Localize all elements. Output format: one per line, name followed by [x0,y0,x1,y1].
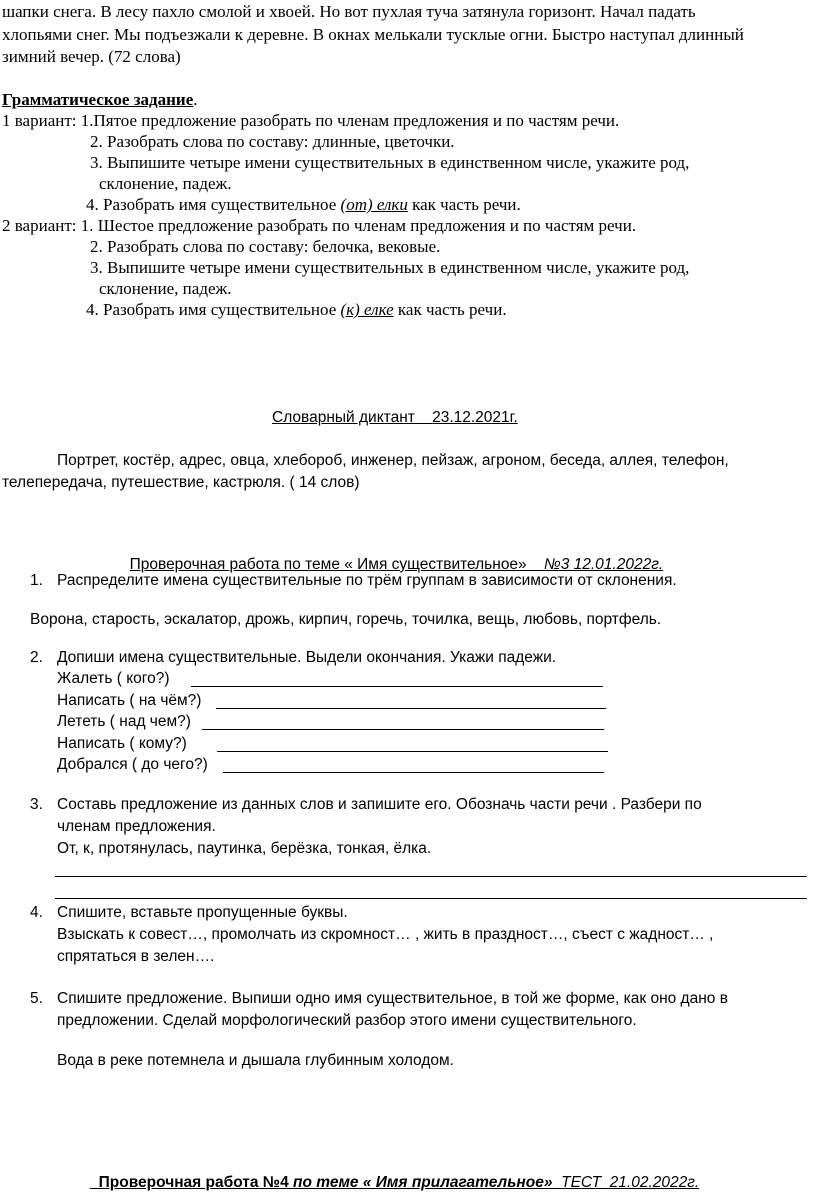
dictation-title: Словарный диктант 23.12.2021г. [272,409,518,426]
q5-number: 5. [30,990,43,1007]
q2-number: 2. [30,649,43,666]
test3-title-num: №3 12.01.2022г. [543,555,664,573]
variant1-task4-word: (от) елки [340,195,408,214]
grammar-heading-text: Грамматическое задание [2,90,194,109]
q5-text-cont: предложении. Сделай морфологический разбор этого имени существительного. [57,1012,637,1029]
q2-text: Допиши имена существительные. Выдели окончания. Укажи падежи. [57,649,557,666]
variant1-task1-text: 1.Пятое предложение разобрать по членам предложения и по частям речи. [80,111,620,130]
test4-title-bold: Проверочная работа №4 [98,1173,289,1191]
variant2-prefix: 2 вариант: [2,216,81,235]
test4-title-italic: по теме « Имя прилагательное» [288,1173,553,1191]
variant1-task4-post: как часть речи. [407,195,521,214]
q5-text: Спишите предложение. Выпиши одно имя существительное, в той же форме, как оно дано в [57,990,728,1007]
variant1-prefix: 1 вариант: [2,111,81,130]
grammar-heading [2,90,198,110]
q2-prompt: Жалеть ( кого?) [57,670,170,687]
variant2-task2: 2. Разобрать слова по составу: белочка, вековые. [90,237,441,256]
test4-title [90,1155,699,1192]
test3-title-main: Проверочная работа по теме « Имя существительное» [129,555,544,573]
test4-title-rest: ТЕСТ 21.02.2022г. [552,1173,700,1191]
variant2-task4-post: как часть речи. [393,300,507,319]
variant2-task4-pre: 4. Разобрать имя существительное [86,300,341,319]
q4-number: 4. [30,904,43,921]
dictation-line: телепередача, путешествие, кастрюля. ( 14 слов) [2,474,360,491]
q2-prompt: Написать ( на чём?) [57,692,202,709]
q1-number: 1. [30,572,43,589]
q4-text: Спишите, вставьте пропущенные буквы. [57,904,348,921]
q4-line: спрятаться в зелен…. [57,948,215,965]
answer-line[interactable] [202,729,604,730]
variant2-task4-word: (к) елке [340,300,394,319]
q2-prompt: Лететь ( над чем?) [57,713,191,730]
variant1-task3-cont: склонение, падеж. [99,174,232,193]
variant2-task3: 3. Выпишите четыре имени существительных в единственном числе, укажите род, [90,258,690,277]
variant2-task1 [2,216,636,236]
q5-sentence: Вода в реке потемнела и дышала глубинным холодом. [57,1052,454,1069]
text-line: хлопьями снег. Мы подъезжали к деревне. В окнах мелькали тусклые огни. Быстро наступал длинный [2,25,744,44]
q1-words: Ворона, старость, эскалатор, дрожь, кирпич, горечь, точилка, вещь, любовь, портфель. [30,611,662,628]
q3-number: 3. [30,796,43,813]
answer-line[interactable] [55,898,807,899]
variant1-task4-pre: 4. Разобрать имя существительное [86,195,341,214]
answer-line[interactable] [191,686,603,687]
variant1-task1 [2,111,619,131]
variant1-task3: 3. Выпишите четыре имени существительных в единственном числе, укажите род, [90,153,690,172]
q4-line: Взыскать к совест…, промолчать из скромност… , жить в праздност…, съест с жадност… , [57,926,714,943]
answer-line[interactable] [223,772,604,773]
variant2-task3-cont: склонение, падеж. [99,279,232,298]
text-line: зимний вечер. (72 слова) [2,47,181,66]
q3-text: Составь предложение из данных слов и запишите его. Обозначь части речи . Разбери по [57,796,702,813]
dictation-line: Портрет, костёр, адрес, овца, хлебороб, инженер, пейзаж, агроном, беседа, аллея, телефон, [57,452,729,469]
text-line: шапки снега. В лесу пахло смолой и хвоей. Но вот пухлая туча затянула горизонт. Начал падать [2,2,696,21]
q1-text: Распределите имена существительные по трём группам в зависимости от склонения. [57,572,677,589]
grammar-heading-dot: . [193,90,198,109]
variant1-task4 [86,195,521,215]
variant2-task4 [86,300,507,320]
answer-line[interactable] [217,751,608,752]
q2-prompt: Написать ( кому?) [57,735,187,752]
q2-prompt: Добрался ( до чего?) [57,756,208,773]
q3-words: От, к, протянулась, паутинка, берёзка, тонкая, ёлка. [57,840,432,857]
answer-line[interactable] [55,876,807,877]
variant1-task2: 2. Разобрать слова по составу: длинные, цветочки. [90,132,455,151]
q3-text-cont: членам предложения. [57,818,216,835]
test3-title [121,537,663,574]
variant2-task1-text: 1. Шестое предложение разобрать по членам предложения и по частям речи. [80,216,637,235]
answer-line[interactable] [216,708,606,709]
